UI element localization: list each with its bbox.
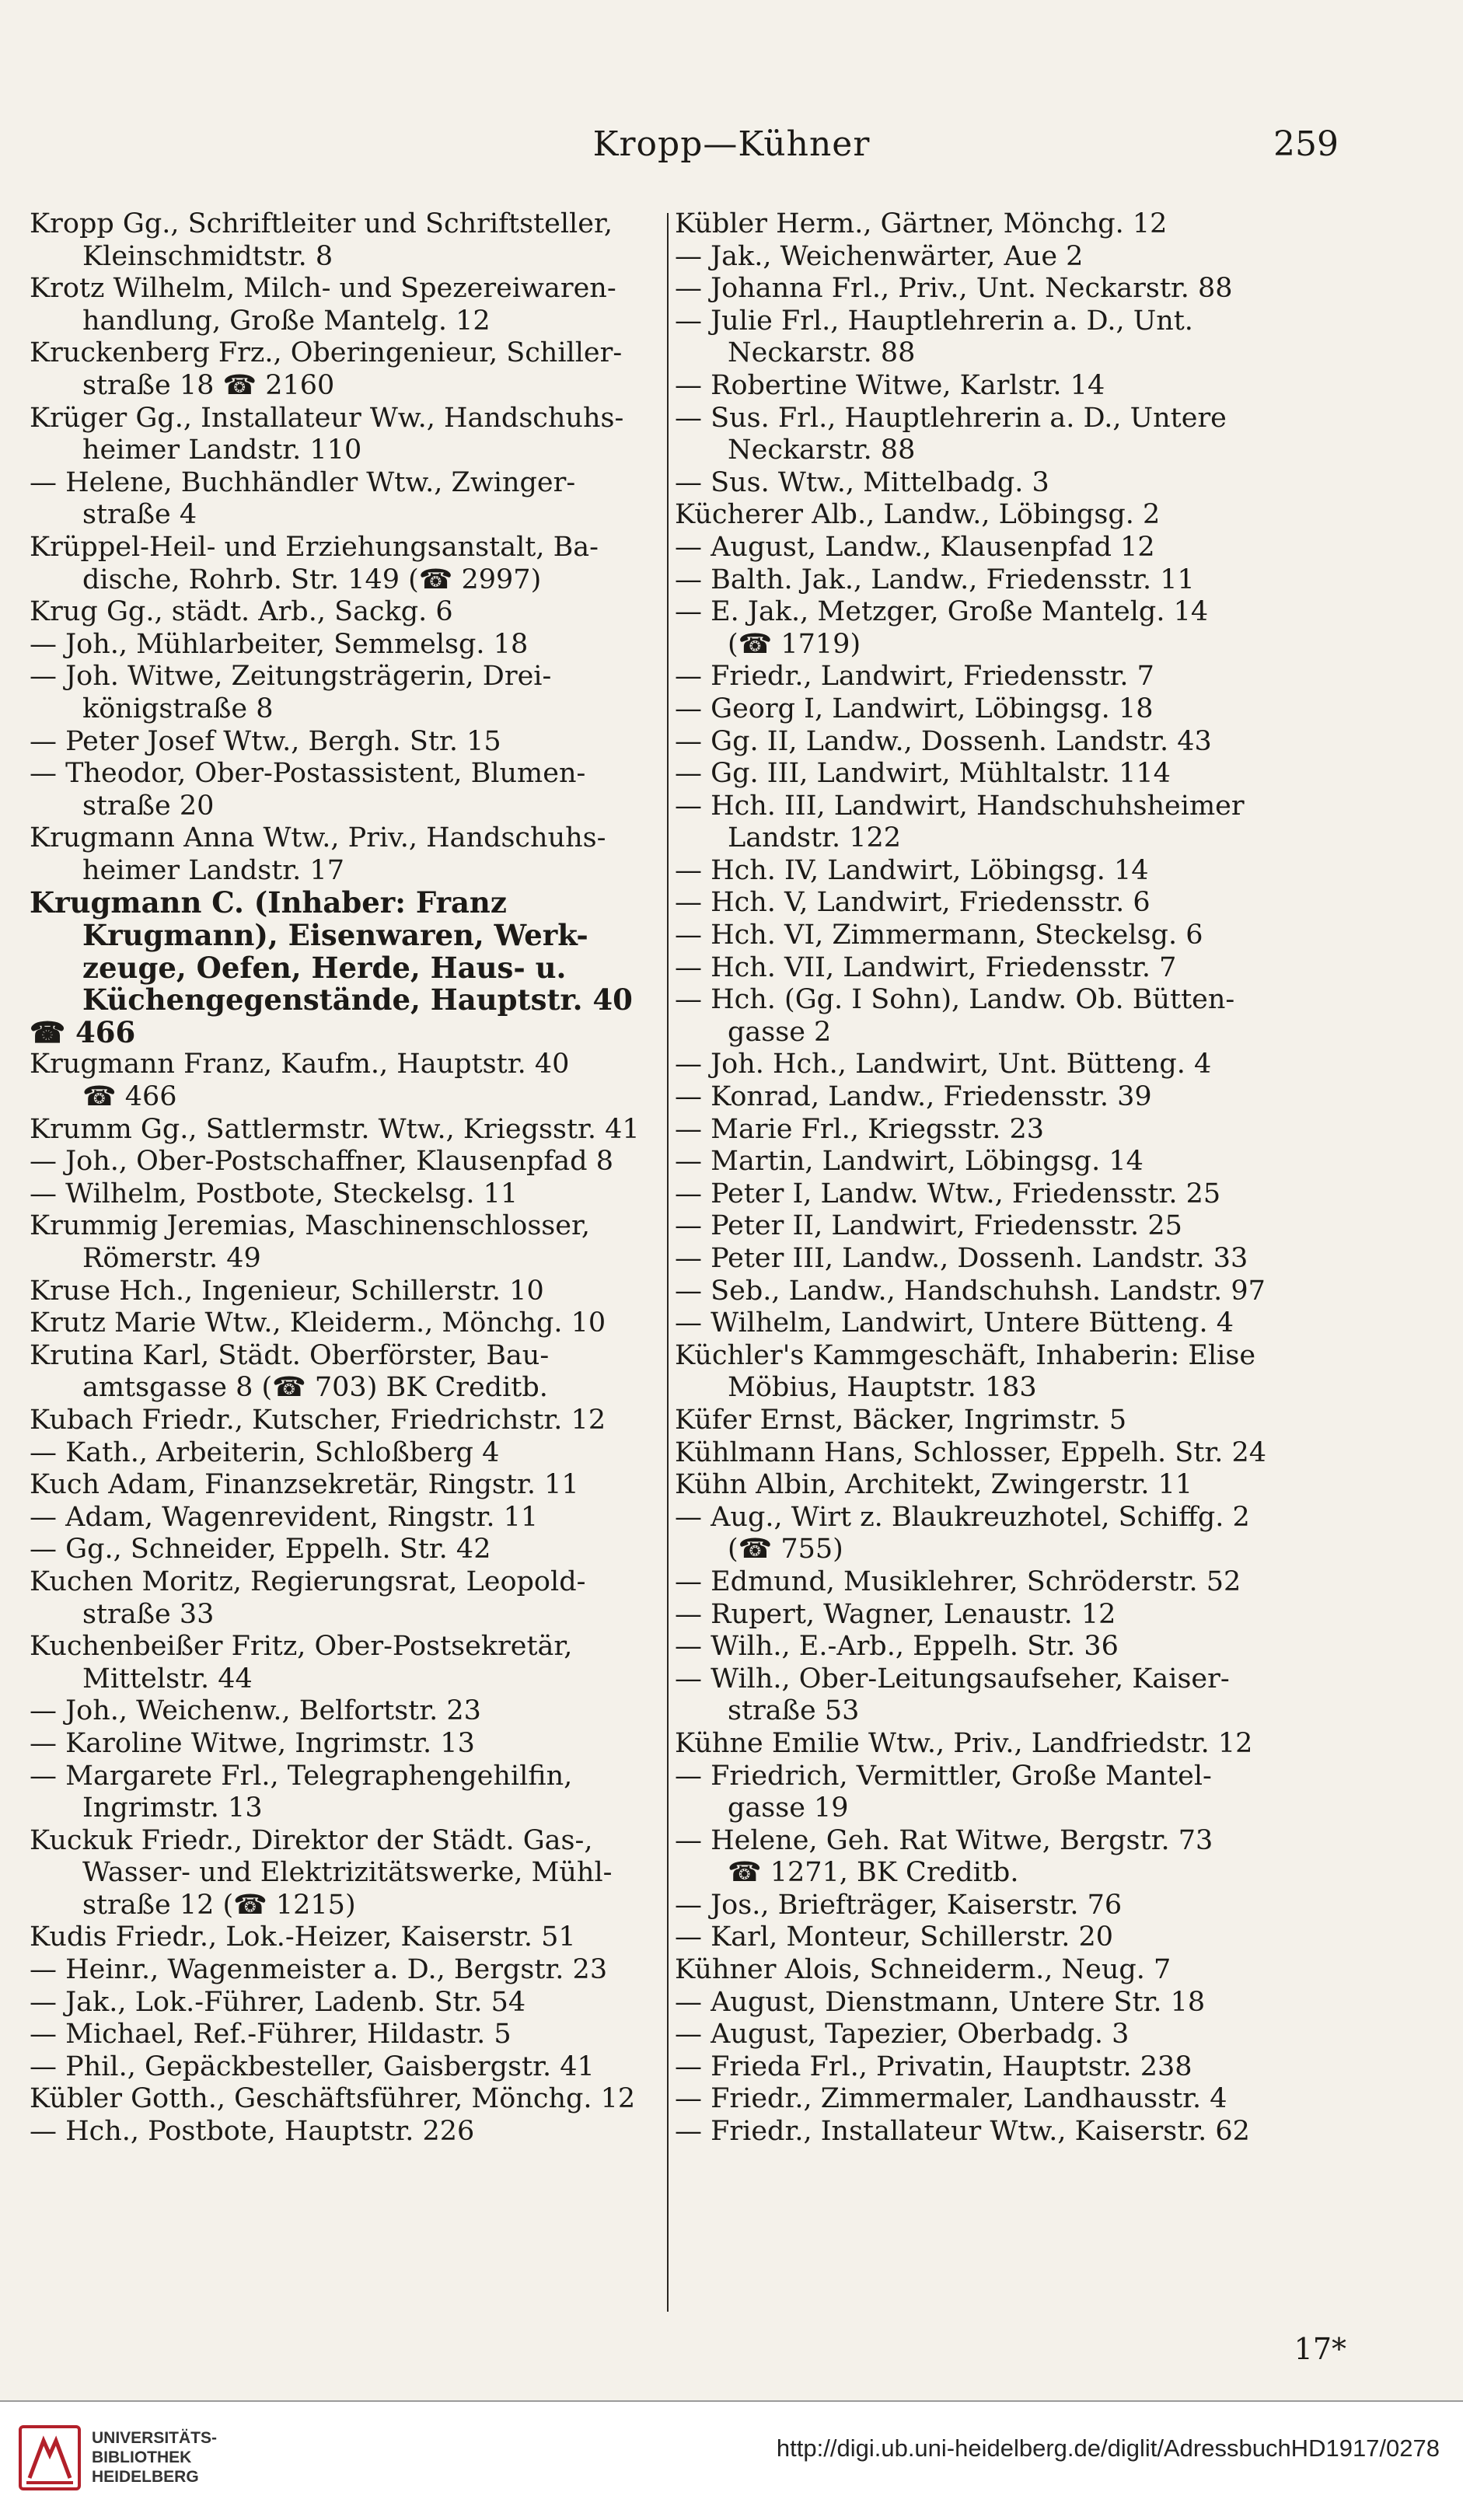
directory-entry-line: — Julie Frl., Hauptlehrerin a. D., Unt. (675, 305, 1193, 337)
directory-entry-line: Kubach Friedr., Kutscher, Friedrichstr. 12 (30, 1404, 606, 1436)
directory-entry-line: Mittelstr. 44 (82, 1663, 253, 1695)
directory-entry-line: — Rupert, Wagner, Lenaustr. 12 (675, 1598, 1116, 1630)
directory-entry-line: Kücherer Alb., Landw., Löbingsg. 2 (675, 499, 1161, 531)
directory-entry-line: — Peter Josef Wtw., Bergh. Str. 15 (30, 725, 501, 757)
directory-entry-line: — August, Dienstmann, Untere Str. 18 (675, 1986, 1206, 2018)
directory-entry-line: Kudis Friedr., Lok.-Heizer, Kaiserstr. 51 (30, 1921, 576, 1953)
directory-entry-line: — Joh. Witwe, Zeitungsträgerin, Drei- (30, 661, 552, 693)
library-name-line: HEIDELBERG (92, 2468, 199, 2486)
directory-entry-line: Krüger Gg., Installateur Ww., Handschuhs- (30, 402, 624, 434)
directory-entry-line: Krugmann Franz, Kaufm., Hauptstr. 40 (30, 1049, 570, 1080)
directory-entry-line: Küchler's Kammgeschäft, Inhaberin: Elise (675, 1339, 1256, 1371)
directory-entry-line: — E. Jak., Metzger, Große Mantelg. 14 (675, 596, 1209, 628)
directory-entry-line: Krugmann), Eisenwaren, Werk- (82, 918, 588, 953)
column-divider (667, 213, 669, 2312)
directory-entry-line: — Joh. Hch., Landwirt, Unt. Bütteng. 4 (675, 1049, 1212, 1080)
directory-entry-line: Kuch Adam, Finanzsekretär, Ringstr. 11 (30, 1469, 579, 1501)
directory-entry-line: Kuchenbeißer Fritz, Ober-Postsekretär, (30, 1631, 573, 1663)
library-name-line: BIBLIOTHEK (92, 2448, 192, 2466)
directory-entry-line: straße 20 (82, 790, 215, 822)
directory-entry-line: straße 18 ☎ 2160 (82, 369, 335, 401)
directory-entry-line: — Peter II, Landwirt, Friedensstr. 25 (675, 1210, 1182, 1242)
footer-rule (0, 2400, 1463, 2402)
directory-entry-line: zeuge, Oefen, Herde, Haus- u. (82, 950, 567, 985)
library-name-line: UNIVERSITÄTS- (92, 2429, 218, 2447)
directory-entry-line: Kleinschmidtstr. 8 (82, 240, 333, 272)
directory-entry-line: — Johanna Frl., Priv., Unt. Neckarstr. 88 (675, 273, 1233, 305)
directory-entry-line: Krüppel-Heil- und Erziehungsanstalt, Ba- (30, 531, 599, 563)
directory-entry-line: — Joh., Ober-Postschaffner, Klausenpfad 8 (30, 1146, 613, 1178)
directory-entry-line: gasse 19 (728, 1792, 849, 1824)
directory-entry-line: — Hch. IV, Landwirt, Löbingsg. 14 (675, 854, 1149, 886)
directory-entry-line: — Theodor, Ober-Postassistent, Blumen- (30, 758, 586, 790)
directory-entry-line: — Konrad, Landw., Friedensstr. 39 (675, 1081, 1152, 1113)
directory-entry-line: — Robertine Witwe, Karlstr. 14 (675, 369, 1105, 401)
directory-entry-line: — Joh., Mühlarbeiter, Semmelsg. 18 (30, 628, 529, 660)
directory-entry-line: Möbius, Hauptstr. 183 (728, 1372, 1037, 1404)
directory-entry-line: straße 4 (82, 499, 197, 531)
directory-entry-line: königstraße 8 (82, 693, 274, 724)
directory-entry-line: Kübler Gotth., Geschäftsführer, Mönchg. 12 (30, 2083, 636, 2115)
left-column (30, 208, 659, 2323)
directory-entry-line: straße 12 (☎ 1215) (82, 1889, 356, 1921)
directory-entry-line: Römerstr. 49 (82, 1243, 261, 1274)
directory-entry-line: — August, Tapezier, Oberbadg. 3 (675, 2019, 1130, 2051)
directory-entry-line: Kuckuk Friedr., Direktor der Städt. Gas-, (30, 1824, 593, 1856)
directory-entry-line: — Wilhelm, Landwirt, Untere Bütteng. 4 (675, 1307, 1234, 1339)
directory-entry-line: — Friedr., Zimmermaler, Landhausstr. 4 (675, 2083, 1227, 2115)
directory-entry-line: — Joh., Weichenw., Belfortstr. 23 (30, 1695, 481, 1727)
directory-entry-line: — Peter III, Landw., Dossenh. Landstr. 33 (675, 1243, 1248, 1274)
directory-entry-line: heimer Landstr. 17 (82, 854, 344, 886)
directory-entry-line: — Friedr., Installateur Wtw., Kaiserstr. 62 (675, 2116, 1250, 2148)
directory-entry-line: — Georg I, Landwirt, Löbingsg. 18 (675, 693, 1154, 724)
directory-entry-line: Krotz Wilhelm, Milch- und Spezereiwaren- (30, 273, 616, 305)
directory-entry-line: ☎ 1271, BK Creditb. (728, 1857, 1019, 1889)
directory-entry-line: Kruckenberg Frz., Oberingenieur, Schiller- (30, 337, 623, 369)
directory-entry-line: — Martin, Landwirt, Löbingsg. 14 (675, 1146, 1144, 1178)
directory-entry-line: Kühne Emilie Wtw., Priv., Landfriedstr. 12 (675, 1727, 1253, 1759)
directory-entry-line: Kühn Albin, Architekt, Zwingerstr. 11 (675, 1469, 1193, 1501)
directory-columns (30, 208, 1320, 2323)
directory-entry-line: Krug Gg., städt. Arb., Sackg. 6 (30, 596, 453, 628)
directory-entry-line: Krugmann C. (Inhaber: Franz (30, 885, 507, 920)
university-seal-icon (16, 2424, 84, 2492)
directory-entry-line: — Sus. Frl., Hauptlehrerin a. D., Untere (675, 402, 1227, 434)
directory-entry-line: — Balth. Jak., Landw., Friedensstr. 11 (675, 564, 1195, 595)
directory-entry-line: — Heinr., Wagenmeister a. D., Bergstr. 23 (30, 1954, 608, 1986)
directory-entry-line: — Gg. III, Landwirt, Mühltalstr. 114 (675, 758, 1171, 790)
directory-entry-line: — Jak., Lok.-Führer, Ladenb. Str. 54 (30, 1986, 526, 2018)
directory-entry-line: Krummig Jeremias, Maschinenschlosser, (30, 1210, 590, 1242)
running-title: Kropp—Kühner (592, 124, 871, 164)
directory-entry-line: — Jos., Briefträger, Kaiserstr. 76 (675, 1889, 1123, 1921)
directory-entry-line: — Hch. (Gg. I Sohn), Landw. Ob. Bütten- (675, 984, 1235, 1016)
directory-entry-line: straße 33 (82, 1598, 215, 1630)
directory-entry-line: — Hch. V, Landwirt, Friedensstr. 6 (675, 887, 1150, 919)
page-number: 259 (1273, 124, 1339, 164)
directory-entry-line: — Aug., Wirt z. Blaukreuzhotel, Schiffg. 2 (675, 1501, 1250, 1533)
directory-entry-line: — Hch., Postbote, Hauptstr. 226 (30, 2116, 475, 2148)
directory-entry-line: Neckarstr. 88 (728, 435, 916, 466)
directory-entry-line: — Seb., Landw., Handschuhsh. Landstr. 97 (675, 1275, 1266, 1307)
directory-entry-line: Wasser- und Elektrizitätswerke, Mühl- (82, 1857, 613, 1889)
directory-entry-line: — Phil., Gepäckbesteller, Gaisbergstr. 41 (30, 2051, 595, 2082)
directory-entry-line: Landstr. 122 (728, 822, 902, 854)
directory-entry-line: (☎ 1719) (728, 628, 861, 660)
directory-entry-line: Krugmann Anna Wtw., Priv., Handschuhs- (30, 822, 606, 854)
directory-entry-line: — Margarete Frl., Telegraphengehilfin, (30, 1760, 573, 1792)
source-url-link[interactable]: http://digi.ub.uni-heidelberg.de/diglit/AdressbuchHD1917/0278 (776, 2434, 1440, 2462)
directory-entry-line: — Jak., Weichenwärter, Aue 2 (675, 240, 1084, 272)
directory-entry-line: — Friedr., Landwirt, Friedensstr. 7 (675, 661, 1154, 693)
directory-entry-line: Küfer Ernst, Bäcker, Ingrimstr. 5 (675, 1404, 1127, 1436)
directory-entry-line: ☎ 466 (30, 1014, 136, 1049)
directory-entry-line: — Adam, Wagenrevident, Ringstr. 11 (30, 1501, 539, 1533)
signature-mark: 17* (1294, 2332, 1346, 2366)
directory-entry-line: — Helene, Geh. Rat Witwe, Bergstr. 73 (675, 1824, 1213, 1856)
directory-entry-line: (☎ 755) (728, 1534, 843, 1565)
directory-entry-line: Kropp Gg., Schriftleiter und Schriftsteller, (30, 208, 613, 239)
directory-entry-line: — Peter I, Landw. Wtw., Friedensstr. 25 (675, 1178, 1221, 1209)
footer (0, 2400, 1463, 2520)
directory-entry-line: Kühlmann Hans, Schlosser, Eppelh. Str. 24 (675, 1436, 1266, 1468)
directory-entry-line: gasse 2 (728, 1016, 832, 1048)
directory-entry-line: straße 53 (728, 1695, 860, 1727)
directory-entry-line: Ingrimstr. 13 (82, 1792, 263, 1824)
directory-entry-line: — Kath., Arbeiterin, Schloßberg 4 (30, 1436, 500, 1468)
directory-entry-line: dische, Rohrb. Str. 149 (☎ 2997) (82, 564, 542, 595)
page-header (0, 124, 1463, 187)
directory-entry-line: heimer Landstr. 110 (82, 435, 362, 466)
directory-entry-line: — Wilh., E.-Arb., Eppelh. Str. 36 (675, 1631, 1119, 1663)
directory-entry-line: Krutz Marie Wtw., Kleiderm., Mönchg. 10 (30, 1307, 606, 1339)
directory-entry-line: ☎ 466 (82, 1081, 177, 1113)
directory-entry-line: — Helene, Buchhändler Wtw., Zwinger- (30, 466, 576, 498)
directory-entry-line: amtsgasse 8 (☎ 703) BK Creditb. (82, 1372, 548, 1404)
directory-entry-line: — Friedrich, Vermittler, Große Mantel- (675, 1760, 1212, 1792)
directory-entry-line: Neckarstr. 88 (728, 337, 916, 369)
directory-entry-line: — Frieda Frl., Privatin, Hauptstr. 238 (675, 2051, 1192, 2082)
library-name (92, 2428, 217, 2487)
directory-entry-line: — Hch. III, Landwirt, Handschuhsheimer (675, 790, 1245, 822)
directory-entry-line: — Karoline Witwe, Ingrimstr. 13 (30, 1727, 475, 1759)
directory-entry-line: — Hch. VI, Zimmermann, Steckelsg. 6 (675, 920, 1203, 951)
directory-entry-line: Kühner Alois, Schneiderm., Neug. 7 (675, 1954, 1171, 1986)
directory-entry-line: handlung, Große Mantelg. 12 (82, 305, 491, 337)
directory-entry-line: — Wilhelm, Postbote, Steckelsg. 11 (30, 1178, 519, 1209)
directory-entry-line: Kübler Herm., Gärtner, Mönchg. 12 (675, 208, 1168, 239)
directory-entry-line: — Wilh., Ober-Leitungsaufseher, Kaiser- (675, 1663, 1230, 1695)
right-column (675, 208, 1320, 2323)
directory-entry-line: — Gg., Schneider, Eppelh. Str. 42 (30, 1534, 491, 1565)
directory-entry-line: — August, Landw., Klausenpfad 12 (675, 531, 1155, 563)
directory-entry-line: — Michael, Ref.-Führer, Hildastr. 5 (30, 2019, 512, 2051)
directory-entry-line: Kuchen Moritz, Regierungsrat, Leopold- (30, 1565, 586, 1597)
directory-entry-line: — Gg. II, Landw., Dossenh. Landstr. 43 (675, 725, 1212, 757)
directory-entry-line: — Hch. VII, Landwirt, Friedensstr. 7 (675, 951, 1177, 983)
directory-entry-line: Krutina Karl, Städt. Oberförster, Bau- (30, 1339, 550, 1371)
directory-entry-line: Krumm Gg., Sattlermstr. Wtw., Kriegsstr. 41 (30, 1113, 640, 1145)
directory-entry-line: — Karl, Monteur, Schillerstr. 20 (675, 1921, 1114, 1953)
directory-entry-line: Kruse Hch., Ingenieur, Schillerstr. 10 (30, 1275, 544, 1307)
directory-entry-line: — Marie Frl., Kriegsstr. 23 (675, 1113, 1045, 1145)
directory-entry-line: — Sus. Wtw., Mittelbadg. 3 (675, 466, 1049, 498)
directory-entry-line: Küchengegenstände, Hauptstr. 40 (82, 983, 633, 1017)
directory-entry-line: — Edmund, Musiklehrer, Schröderstr. 52 (675, 1565, 1241, 1597)
